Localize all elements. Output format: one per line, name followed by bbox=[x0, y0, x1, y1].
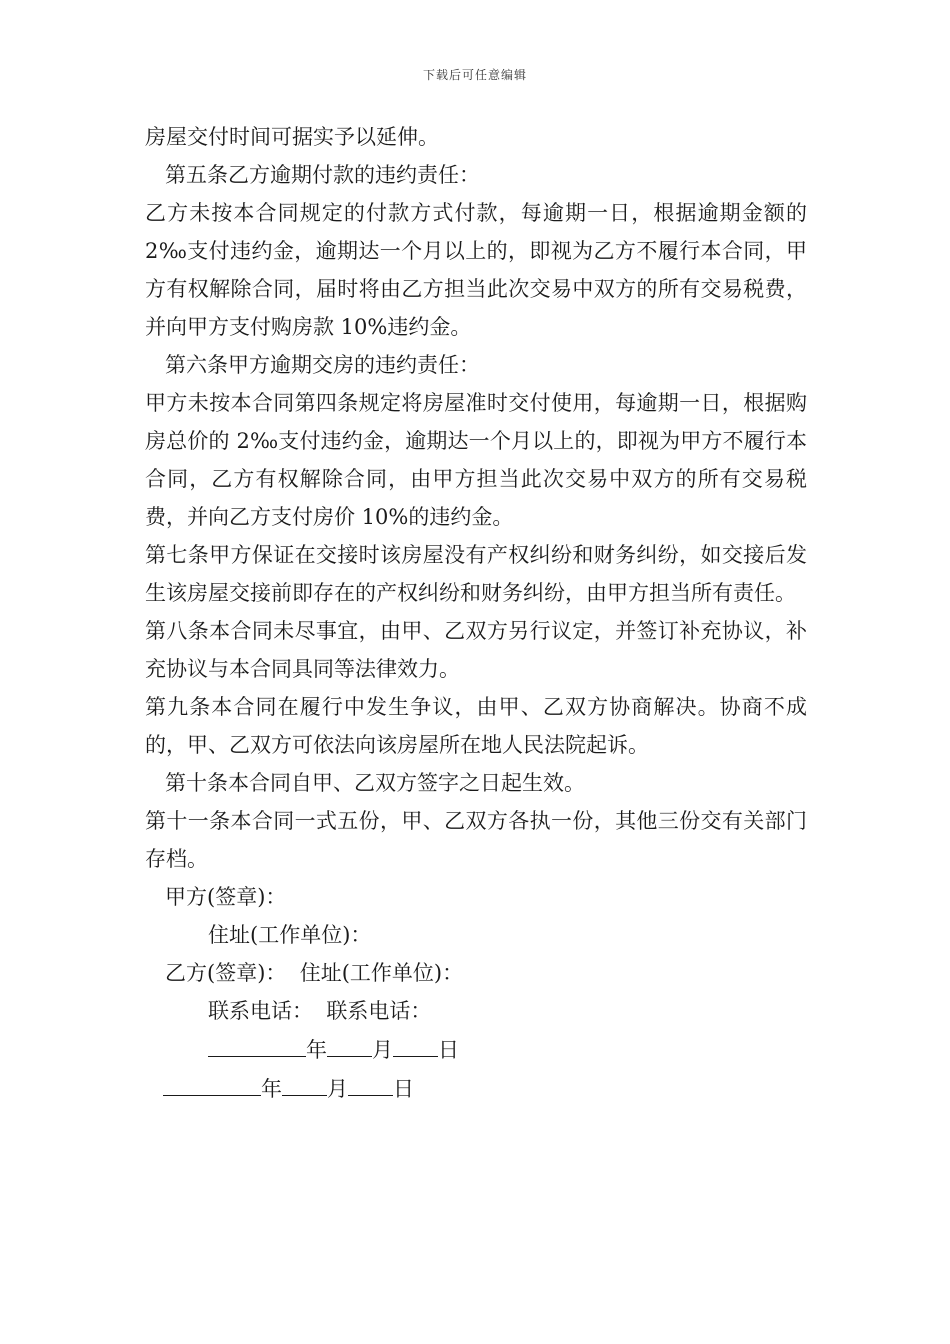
month-blank[interactable] bbox=[327, 1030, 372, 1057]
clause-5-heading: 第五条乙方逾期付款的违约责任： bbox=[165, 163, 480, 187]
page-header: 下载后可任意编辑 bbox=[422, 68, 527, 82]
phone-line: 联系电话： 联系电话： bbox=[208, 999, 432, 1023]
month-label: 月 bbox=[372, 1038, 393, 1062]
party-a-signature: 甲方(签章)： bbox=[165, 885, 287, 909]
month-label: 月 bbox=[327, 1077, 348, 1101]
year-label: 年 bbox=[306, 1038, 327, 1062]
clause-7-text: 第七条甲方保证在交接时该房屋没有产权纠纷和财务纠纷，如交接后发生该房屋交接前即存在的产权纠纷和财务纠纷，由甲方担当所有责任。 bbox=[145, 543, 807, 605]
day-label: 日 bbox=[438, 1038, 459, 1062]
day-label: 日 bbox=[393, 1077, 414, 1101]
paragraph-continuation: 房屋交付时间可据实予以延伸。 bbox=[145, 125, 439, 149]
clause-9-text: 第九条本合同在履行中发生争议，由甲、乙双方协商解决。协商不成的，甲、乙双方可依法向该房屋所在地人民法院起诉。 bbox=[145, 695, 807, 757]
year-blank[interactable] bbox=[163, 1069, 261, 1096]
day-blank[interactable] bbox=[348, 1069, 393, 1096]
date-line-1 bbox=[145, 1030, 807, 1069]
party-a-address: 住址(工作单位)： bbox=[208, 923, 372, 947]
contract-body bbox=[145, 118, 807, 1108]
year-blank[interactable] bbox=[208, 1030, 306, 1057]
clause-11-text: 第十一条本合同一式五份，甲、乙双方各执一份，其他三份交有关部门存档。 bbox=[145, 809, 807, 871]
clause-6-heading: 第六条甲方逾期交房的违约责任： bbox=[165, 353, 480, 377]
date-line-2 bbox=[145, 1069, 807, 1108]
clause-8-text: 第八条本合同未尽事宜，由甲、乙双方另行议定，并签订补充协议，补充协议与本合同具同等法律效力。 bbox=[145, 619, 807, 681]
party-b-signature-line: 乙方(签章)： 住址(工作单位)： bbox=[165, 961, 464, 985]
clause-6-text: 甲方未按本合同第四条规定将房屋准时交付使用，每逾期一日，根据购房总价的 2‰支付违约金，逾期达一个月以上的，即视为甲方不履行本合同，乙方有权解除合同，由甲方担当此次交易中双方的所有交易税费，并向乙方支付房价 10%的违约金。 bbox=[145, 391, 807, 529]
day-blank[interactable] bbox=[393, 1030, 438, 1057]
clause-10-text: 第十条本合同自甲、乙双方签字之日起生效。 bbox=[165, 771, 585, 795]
clause-5-text: 乙方未按本合同规定的付款方式付款，每逾期一日，根据逾期金额的 2‰支付违约金，逾期达一个月以上的，即视为乙方不履行本合同，甲方有权解除合同，届时将由乙方担当此次交易中双方的所有交易税费，并向甲方支付购房款 10%违约金。 bbox=[145, 201, 807, 339]
year-label: 年 bbox=[261, 1077, 282, 1101]
month-blank[interactable] bbox=[282, 1069, 327, 1096]
